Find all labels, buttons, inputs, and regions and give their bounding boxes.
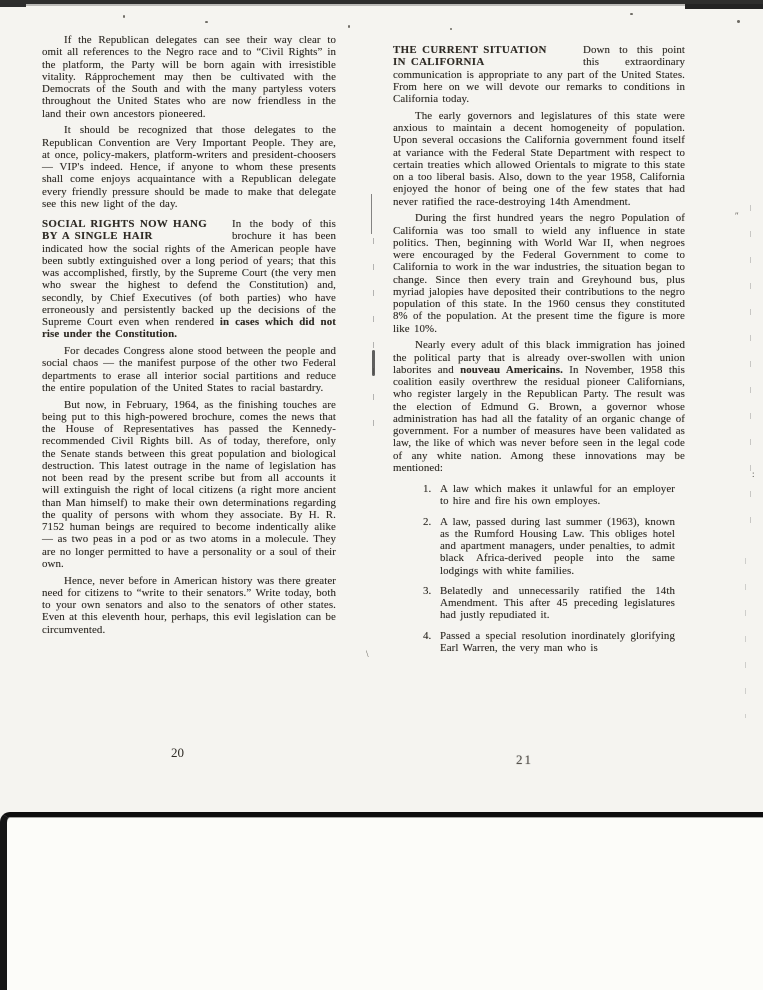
heading-line: BY A SINGLE HAIR [42, 230, 153, 243]
text-run: A law which makes it unlawful for an employer to hire and fire his own employes. [440, 483, 675, 508]
text-run: The early governors and legislatures of this state were anxious to maintain a decent homogeneity of population. Upon several occasions the California government found itself at variance with the Federal State Department with respect to certain treaties which allowed Orientals to migrate to this state on a too liberal basis. Also, down to the year 1958, California enjoyed the honor of being one of the few states that had never ratified the race-destroying 14th Amendment. [393, 109, 685, 208]
gutter-scan-marks [373, 238, 374, 438]
scan-speck [630, 13, 633, 15]
text-run: Passed a special resolution inordinately glorifying Earl Warren, the very man who is [440, 629, 675, 654]
run-in-lines [577, 44, 685, 69]
scan-speck [348, 25, 350, 28]
heading-line: SOCIAL RIGHTS NOW HANG [42, 218, 208, 230]
text-run: For decades Congress alone stood between the people and social chaos — the manifest purpose of the other two Federal departments to erase all interior social partitions and reduce the entire population of the United States to racial bastardry. [42, 345, 336, 394]
section-body [42, 243, 336, 341]
heading-line: THE CURRENT SITUATION [393, 44, 547, 56]
text-run: During the first hundred years the negro Population of California was too small to wield any influence in state politics. Then, beginning with World War II, when negroes were encouraged by the Federal Government to come to California to work in the war industries, the situation began to change. Since then every train and Greyhound bus, plus myriad jalopies have deposited their contributions to the negro population of this state. In the 1960 census they constituted 8% of the population. At the present time the figure is more like 10%. [393, 212, 685, 335]
list-item-number: 1. [423, 483, 432, 495]
list-item [423, 585, 675, 622]
run-in-line: brochure it has been [232, 230, 336, 243]
page-number-left: 20 [171, 745, 184, 760]
section-heading [42, 218, 226, 243]
scan-speck [450, 28, 452, 30]
paragraph [42, 399, 336, 571]
list-item-number: 3. [423, 584, 432, 597]
section-heading-row [393, 44, 685, 69]
paragraph [42, 575, 336, 636]
gutter-ink-blot [372, 350, 375, 376]
paragraph [42, 34, 336, 120]
right-margin-scan-marks [750, 205, 751, 525]
right-text-column [393, 44, 685, 662]
list-item-text [440, 585, 675, 622]
scan-stray-mark: ″ [735, 211, 739, 221]
section-body [393, 69, 685, 106]
heading-line: IN CALIFORNIA [393, 56, 485, 69]
scan-speck [737, 20, 740, 23]
emphasis-text: in cases which did not rise under the Constitution. [42, 316, 336, 341]
text-run: Belatedly and unnecessarily ratified the 14th Amendment. This after 45 preceding legislatures had justly repudiated it. [440, 584, 675, 622]
text-run: If the Republican delegates can see their way clear to omit all references to the Negro race and to “Civil Rights” in the platform, the Party will be born again with irresistible vitality. Rápprochement may then be cultivated with the Democrats of the South and with the many partyless voters throughout the United States who are now friendless in the land their own ancestors pioneered. [42, 34, 336, 120]
next-page-edge [0, 812, 763, 990]
list-item-text [440, 630, 675, 654]
text-run: communication is appropriate to any part of the United States. From here on we will devote our remarks to conditions in California today. [393, 68, 685, 105]
scan-top-edge-shadow [0, 4, 763, 6]
scan-speck [123, 15, 125, 18]
paragraph [42, 345, 336, 394]
text-run: Nearly every adult of this black immigration has joined the political party that is already over-swollen with union laborites and [393, 339, 685, 376]
numbered-list [423, 483, 675, 654]
scan-stray-mark: \ [366, 649, 369, 659]
gutter-fold-line [371, 194, 372, 234]
run-in-line: In the body of this [232, 218, 336, 230]
section [42, 218, 336, 341]
list-item [423, 516, 675, 577]
text-run: indicated how the social rights of the American people have been subtly extinguished over a long period of years; that this was accomplished, firstly, by the Supreme Court (the very men who swear the highest to defend the Constitution) and, secondly, by Chief Executives (of both parties) who have erroneously and persistently backed up the decisions of the Supreme Court even when rendered [42, 242, 336, 328]
paragraph [393, 110, 685, 208]
emphasis-text: nouveau Americains. [460, 363, 563, 376]
list-item-text [440, 483, 675, 507]
text-run: But now, in February, 1964, as the finishing touches are being put to this high-powered brochure, comes the news that the House of Representatives has passed the Kennedy-recommended Civil Rights bill. As of today, therefore, only the Senate stands between this great population and biological destruction. This latest outrage in the name of legislation has not been read by the present scribe but from all accounts it will extinguish the right of local citizens (a right more ancient than Man himself) to make their own determinations regarding the quality of persons with whom they associate. By H. R. 7152 human beings are required to become indentically alike — as two peas in a pod or as two atoms in a molecule. They are no longer permitted to have a personality or a soul of their own. [42, 398, 336, 570]
run-in-line: Down to this point [583, 44, 685, 56]
section [393, 44, 685, 105]
scan-stray-mark: : [752, 469, 755, 479]
section-heading-row [42, 218, 336, 243]
right-margin-scan-marks [745, 558, 746, 718]
list-item [423, 483, 675, 508]
run-in-lines [226, 218, 336, 243]
page-number-right: 21 [516, 752, 533, 767]
list-item-text [440, 516, 675, 577]
text-run: In November, 1958 this coalition easily overthrew the residual pioneer Californians, who register largely in the Republican Party. The result was the election of Edmund G. Brown, a governor whose administration has had all the fatality of an organic change of government. For a number of measures have been validated as law, the like of which was never before seen in the legal code of any white nation. Among these innovations may be mentioned: [393, 363, 685, 474]
paragraph [393, 339, 685, 474]
paragraph [393, 212, 685, 335]
list-item [423, 630, 675, 655]
list-item-number: 2. [423, 515, 432, 528]
section-heading [393, 44, 577, 69]
scan-top-edge-right [685, 4, 763, 9]
scan-top-edge-left [0, 3, 26, 7]
scan-speck [205, 21, 208, 23]
text-run: It should be recognized that those delegates to the Republican Convention are Very Important People. They are, at once, policy-makers, platform-writers and president-choosers — VIP's indeed. Hence, if anyone to whom these presents shall come enjoys acquaintance with a Republican delegate every friendly pressure should be made to make that delegate see this new light of the day. [42, 124, 336, 210]
list-item-number: 4. [423, 629, 432, 642]
text-run: A law, passed during last summer (1963), known as the Rumford Housing Law. This obliges hotel and apartment managers, under penalties, to admit black Africa-derived people into the same lodgings with white families. [440, 515, 675, 577]
paragraph [42, 124, 336, 210]
text-run: Hence, never before in American history was there greater need for citizens to “write to their senators.” Write today, both to your own senators and also to the senators of other states. Even at this eleventh hour, perhaps, this evil legislation can be circumvented. [42, 574, 336, 636]
run-in-line: this extraordinary [583, 56, 685, 69]
left-text-column [42, 34, 336, 640]
